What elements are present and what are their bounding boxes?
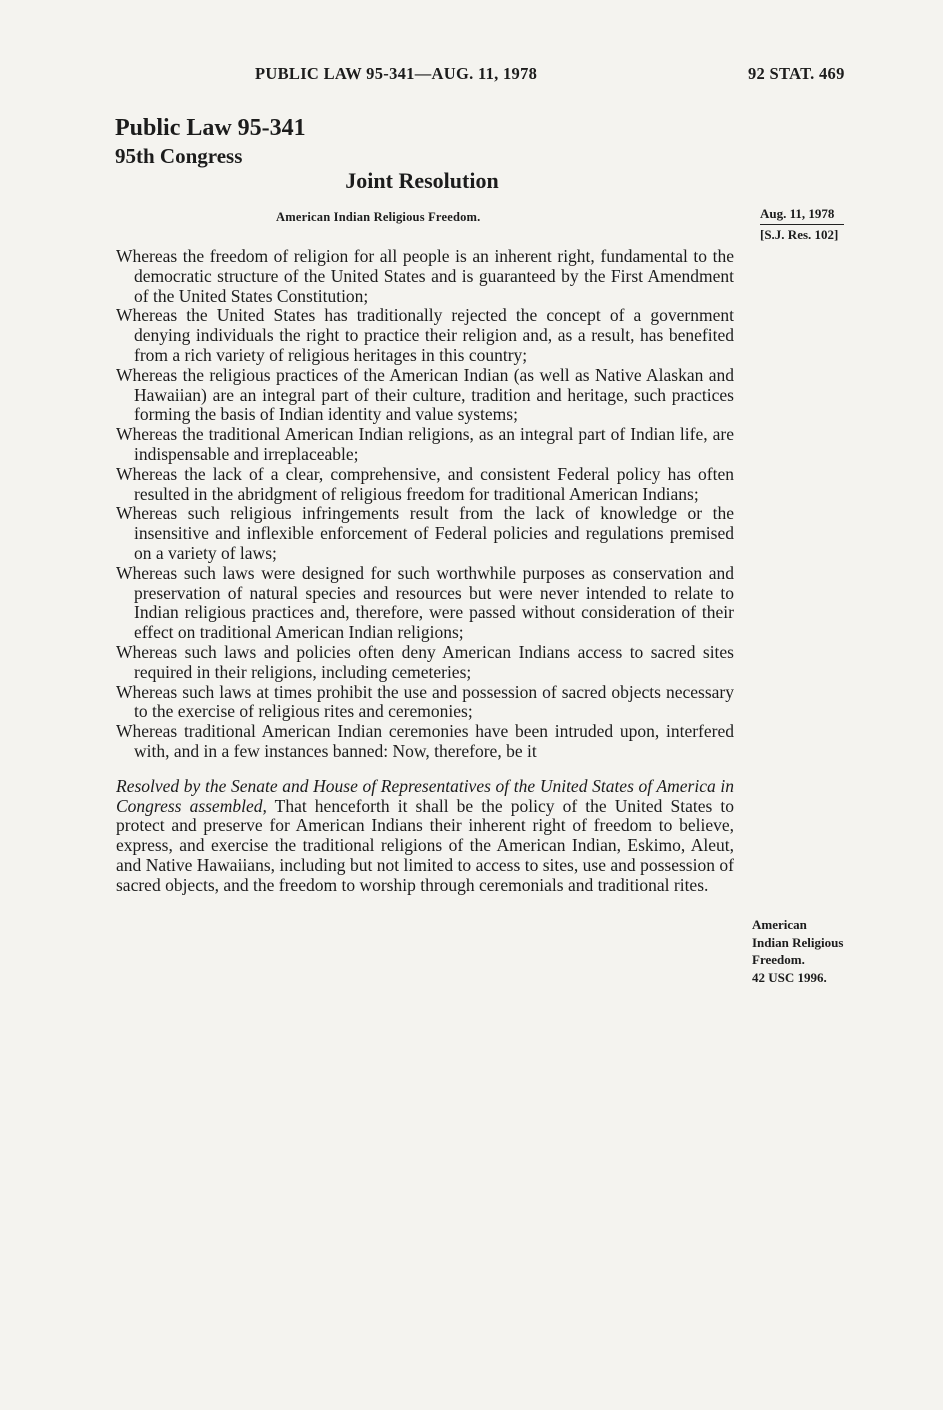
whereas-clause: Whereas such laws and policies often deny American Indians access to sacred sites required in their religions, including cemeteries; [116,641,734,682]
whereas-clause: Whereas the lack of a clear, comprehensive, and consistent Federal policy has often resulted in the abridgment of religious freedom for traditional American Indians; [116,463,734,504]
public-law-number: Public Law 95-341 [115,115,306,141]
whereas-clause: Whereas such laws were designed for such worthwhile purposes as conservation and preservation of natural species and resources but were never intended to relate to Indian religious practices and, therefore, were passed without consideration of their effect on traditional American Indian religions; [116,562,734,643]
margin-note-line: 42 USC 1996. [752,969,827,985]
running-head: PUBLIC LAW 95-341—AUG. 11, 1978 [255,64,538,83]
document-type-heading [0,168,800,194]
side-info [760,204,872,245]
resolution-text: That henceforth it shall be the policy of the United States to protect and preserve for American Indians their inherent right of freedom to believe, express, and exercise the traditional religions of the American Indian, Eskimo, Aleut, and Native Hawaiians, including but not limited to access to sites, use and possession of sacred objects, and the freedom to worship through ceremonials and traditional rites. [116,795,734,895]
congress-label: 95th Congress [115,144,243,168]
resolving-clause [116,777,734,896]
whereas-clause: Whereas the United States has traditionally rejected the concept of a government denying individuals the right to practice their religion and, as a result, has benefited from a rich variety of religious heritages in this country; [116,305,734,365]
whereas-clause: Whereas the freedom of religion for all people is an inherent right, fundamental to the democratic structure of the United States and is guaranteed by the First Amendment of the United States Constitution; [116,246,734,306]
margin-note-line: Indian Religious [752,934,844,950]
document-type-text: Joint Resolution [345,168,499,193]
resolution-body [116,247,734,896]
whereas-clause: Whereas traditional American Indian ceremonies have been intruded upon, interfered with, and in a few instances banned: Now, therefore, be it [116,721,734,761]
enacting-clause: Resolved by the Senate and House of Representatives of the United States of America in Congress assembled, [116,775,734,816]
margin-note [752,916,882,986]
whereas-clause: Whereas such religious infringements result from the lack of knowledge or the insensitive and inflexible enforcement of Federal policies and regulations premised on a variety of laws; [116,503,734,563]
margin-note-line: Freedom. [752,952,805,967]
stat-page-reference: 92 STAT. 469 [748,64,845,83]
whereas-clause: Whereas such laws at times prohibit the use and possession of sacred objects necessary to the exercise of religious rites and ceremonies; [116,681,734,722]
whereas-clause: Whereas the traditional American Indian religions, as an integral part of Indian life, are indispensable and irreplaceable; [116,424,734,464]
short-title: American Indian Religious Freedom. [276,210,481,224]
whereas-clause: Whereas the religious practices of the American Indian (as well as Native Alaskan and Hawaiian) are an integral part of their culture, tradition and heritage, such practices forming the basis of Indian identity and value systems; [116,364,734,425]
resolution-number: [S.J. Res. 102] [760,227,839,242]
enactment-date: Aug. 11, 1978 [760,204,844,225]
margin-note-line: American [752,917,807,932]
